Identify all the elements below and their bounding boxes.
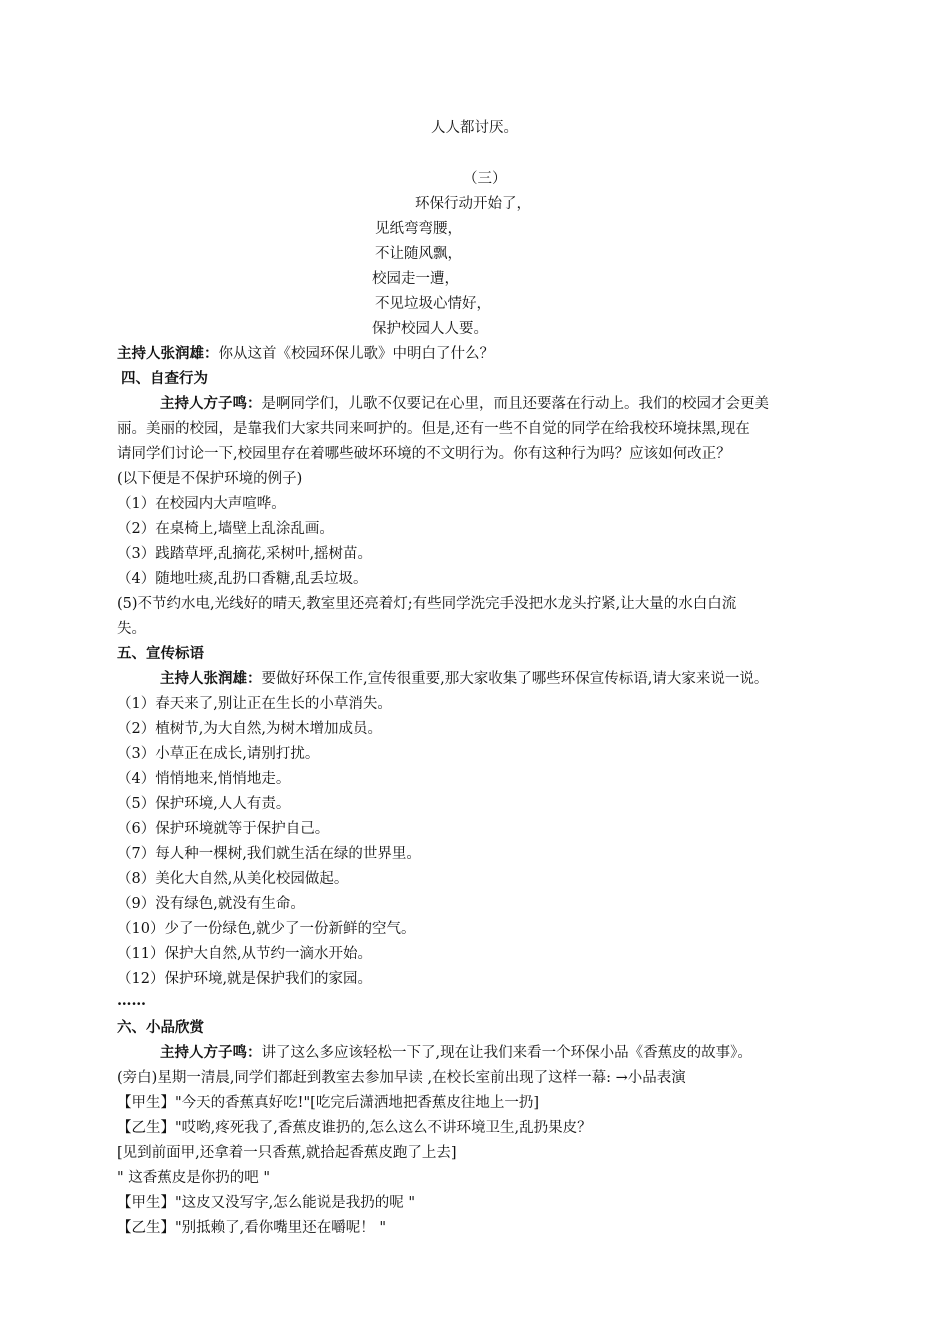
poem-line: 见纸弯弯腰， [375, 221, 462, 237]
slogan-item: （2）植树节,为大自然,为树木增加成员。 [117, 721, 382, 737]
slogan-item: （11）保护大自然,从节约一滴水开始。 [117, 946, 373, 962]
slogan-item: （5）保护环境,人人有责。 [117, 796, 291, 812]
dialogue-line: 【甲生】"今天的香蕉真好吃!"[吃完后潇洒地把香蕉皮往地上一扔] [117, 1095, 539, 1111]
paragraph-text: 要做好环保工作,宣传很重要,那大家收集了哪些环保宣传标语,请大家来说一说。 [261, 671, 769, 687]
poem-line: 保护校园人人要。 [372, 321, 488, 337]
list-item: （3）践踏草坪,乱摘花,采树叶,摇树苗。 [117, 546, 373, 562]
slogan-item: （8）美化大自然,从美化校园做起。 [117, 871, 349, 887]
paragraph-line [160, 394, 769, 414]
slogan-item: （1）春天来了,别让正在生长的小草消失。 [117, 696, 392, 712]
slogan-item: （12）保护环境,就是保护我们的家园。 [117, 971, 373, 987]
dialogue-line: 【乙生】"哎哟,疼死我了,香蕉皮谁扔的,怎么这么不讲环境卫生,乱扔果皮？ [117, 1120, 592, 1136]
speaker-text: 你从这首《校园环保儿歌》中明白了什么？ [218, 346, 494, 362]
poem-line: 校园走一遭， [372, 271, 459, 287]
list-item: (5)不节约水电,光线好的晴天,教室里还亮着灯;有些同学洗完手没把水龙头拧紧,让大量的水白白流 [117, 596, 737, 612]
poem-end-line: 人人都讨厌。 [431, 120, 518, 136]
dialogue-line: 【甲生】"这皮又没写字,怎么能说是我扔的呢 " [117, 1195, 416, 1211]
poem-line: 环保行动开始了， [415, 196, 531, 212]
section-heading-5: 五、宣传标语 [117, 645, 204, 662]
section-3-header: （三） [463, 171, 507, 187]
slogan-item: （10）少了一份绿色,就少了一份新鲜的空气。 [117, 921, 416, 937]
narration-line: (旁白)星期一清晨,同学们都赶到教室去参加早读 ,在校长室前出现了这样一幕: →小品表演 [117, 1070, 686, 1086]
paragraph-text: 讲了这么多应该轻松一下了,现在让我们来看一个环保小品《香蕉皮的故事》。 [261, 1045, 752, 1061]
slogan-item: （4）悄悄地来,悄悄地走。 [117, 771, 291, 787]
section-heading-6: 六、小品欣赏 [117, 1019, 204, 1036]
speaker-label: 主持人张润雄： [117, 345, 219, 362]
poem-line: 不见垃圾心情好， [375, 296, 491, 312]
dialogue-line: " 这香蕉皮是你扔的吧 " [117, 1170, 271, 1186]
dialogue-line: 【乙生】"别抵赖了,看你嘴里还在嚼呢！ " [117, 1220, 387, 1236]
slogan-item: （7）每人种一棵树,我们就生活在绿的世界里。 [117, 846, 421, 862]
speaker-label: 主持人方子鸣： [160, 1044, 262, 1061]
note-line: (以下便是不保护环境的例子) [117, 471, 303, 487]
host-question-line [117, 344, 494, 364]
list-item-continuation: 失。 [117, 621, 146, 637]
list-item: （4）随地吐痰,乱扔口香糖,乱丢垃圾。 [117, 571, 368, 587]
section-heading-4: 四、自查行为 [121, 370, 208, 387]
poem-line: 不让随风飘， [375, 246, 462, 262]
speaker-label: 主持人张润雄： [160, 670, 262, 687]
paragraph-line [160, 1043, 752, 1063]
paragraph-text: 是啊同学们，儿歌不仅要记在心里，而且还要落在行动上。我们的校园才会更美 [261, 396, 769, 412]
paragraph-line [160, 669, 768, 689]
paragraph-line: 请同学们讨论一下,校园里存在着哪些破坏环境的不文明行为。你有这种行为吗？应该如何改正？ [117, 446, 731, 462]
list-item: （2）在桌椅上,墙壁上乱涂乱画。 [117, 521, 334, 537]
paragraph-line: 丽。美丽的校园，是靠我们大家共同来呵护的。但是,还有一些不自觉的同学在给我校环境抹黑,现在 [117, 421, 750, 437]
list-item: （1）在校园内大声喧哗。 [117, 496, 286, 512]
dialogue-line: [见到前面甲,还拿着一只香蕉,就拾起香蕉皮跑了上去] [117, 1145, 457, 1161]
speaker-label: 主持人方子鸣： [160, 395, 262, 412]
slogan-item: （9）没有绿色,就没有生命。 [117, 896, 305, 912]
slogan-item: （6）保护环境就等于保护自己。 [117, 821, 330, 837]
slogan-item: （3）小草正在成长,请别打扰。 [117, 746, 320, 762]
ellipsis: …… [117, 992, 146, 1009]
